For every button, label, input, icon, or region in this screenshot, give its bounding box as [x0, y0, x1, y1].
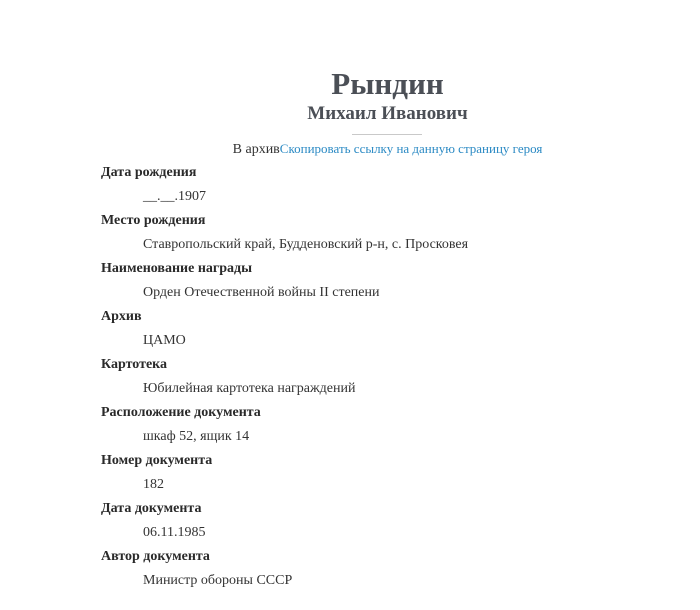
field-value-document-location: шкаф 52, ящик 14 — [143, 429, 250, 444]
field-label-birth-place: Место рождения — [101, 213, 206, 228]
copy-link-button[interactable]: Скопировать ссылку на данную страницу героя — [279, 141, 543, 156]
field-label-document-author: Автор документа — [101, 549, 210, 564]
field-value-document-author: Министр обороны СССР — [143, 573, 293, 588]
field-value-award-name: Орден Отечественной войны II степени — [143, 285, 380, 300]
field-value-document-date: 06.11.1985 — [143, 525, 206, 540]
field-label-document-number: Номер документа — [101, 453, 213, 468]
field-label-birth-date: Дата рождения — [101, 165, 197, 180]
hero-surname: Рындин — [331, 66, 444, 101]
field-label-archive: Архив — [101, 309, 142, 324]
field-value-birth-place: Ставропольский край, Будденовский р-н, с. Просковея — [143, 237, 469, 252]
header-links — [75, 140, 700, 159]
record-fields — [101, 164, 681, 596]
field-value-card-index: Юбилейная картотека награждений — [143, 381, 356, 396]
field-value-archive: ЦАМО — [143, 333, 186, 348]
field-label-document-date: Дата документа — [101, 501, 202, 516]
hero-header — [0, 66, 700, 159]
field-label-card-index: Картотека — [101, 357, 168, 372]
field-label-award-name: Наименование награды — [101, 261, 253, 276]
archive-link[interactable]: В архив — [232, 142, 280, 157]
hero-given-names: Михаил Иванович — [307, 103, 468, 124]
header-divider — [352, 134, 422, 135]
field-label-document-location: Расположение документа — [101, 405, 261, 420]
field-value-document-number: 182 — [143, 477, 164, 492]
field-value-birth-date: __.__.1907 — [143, 189, 206, 204]
